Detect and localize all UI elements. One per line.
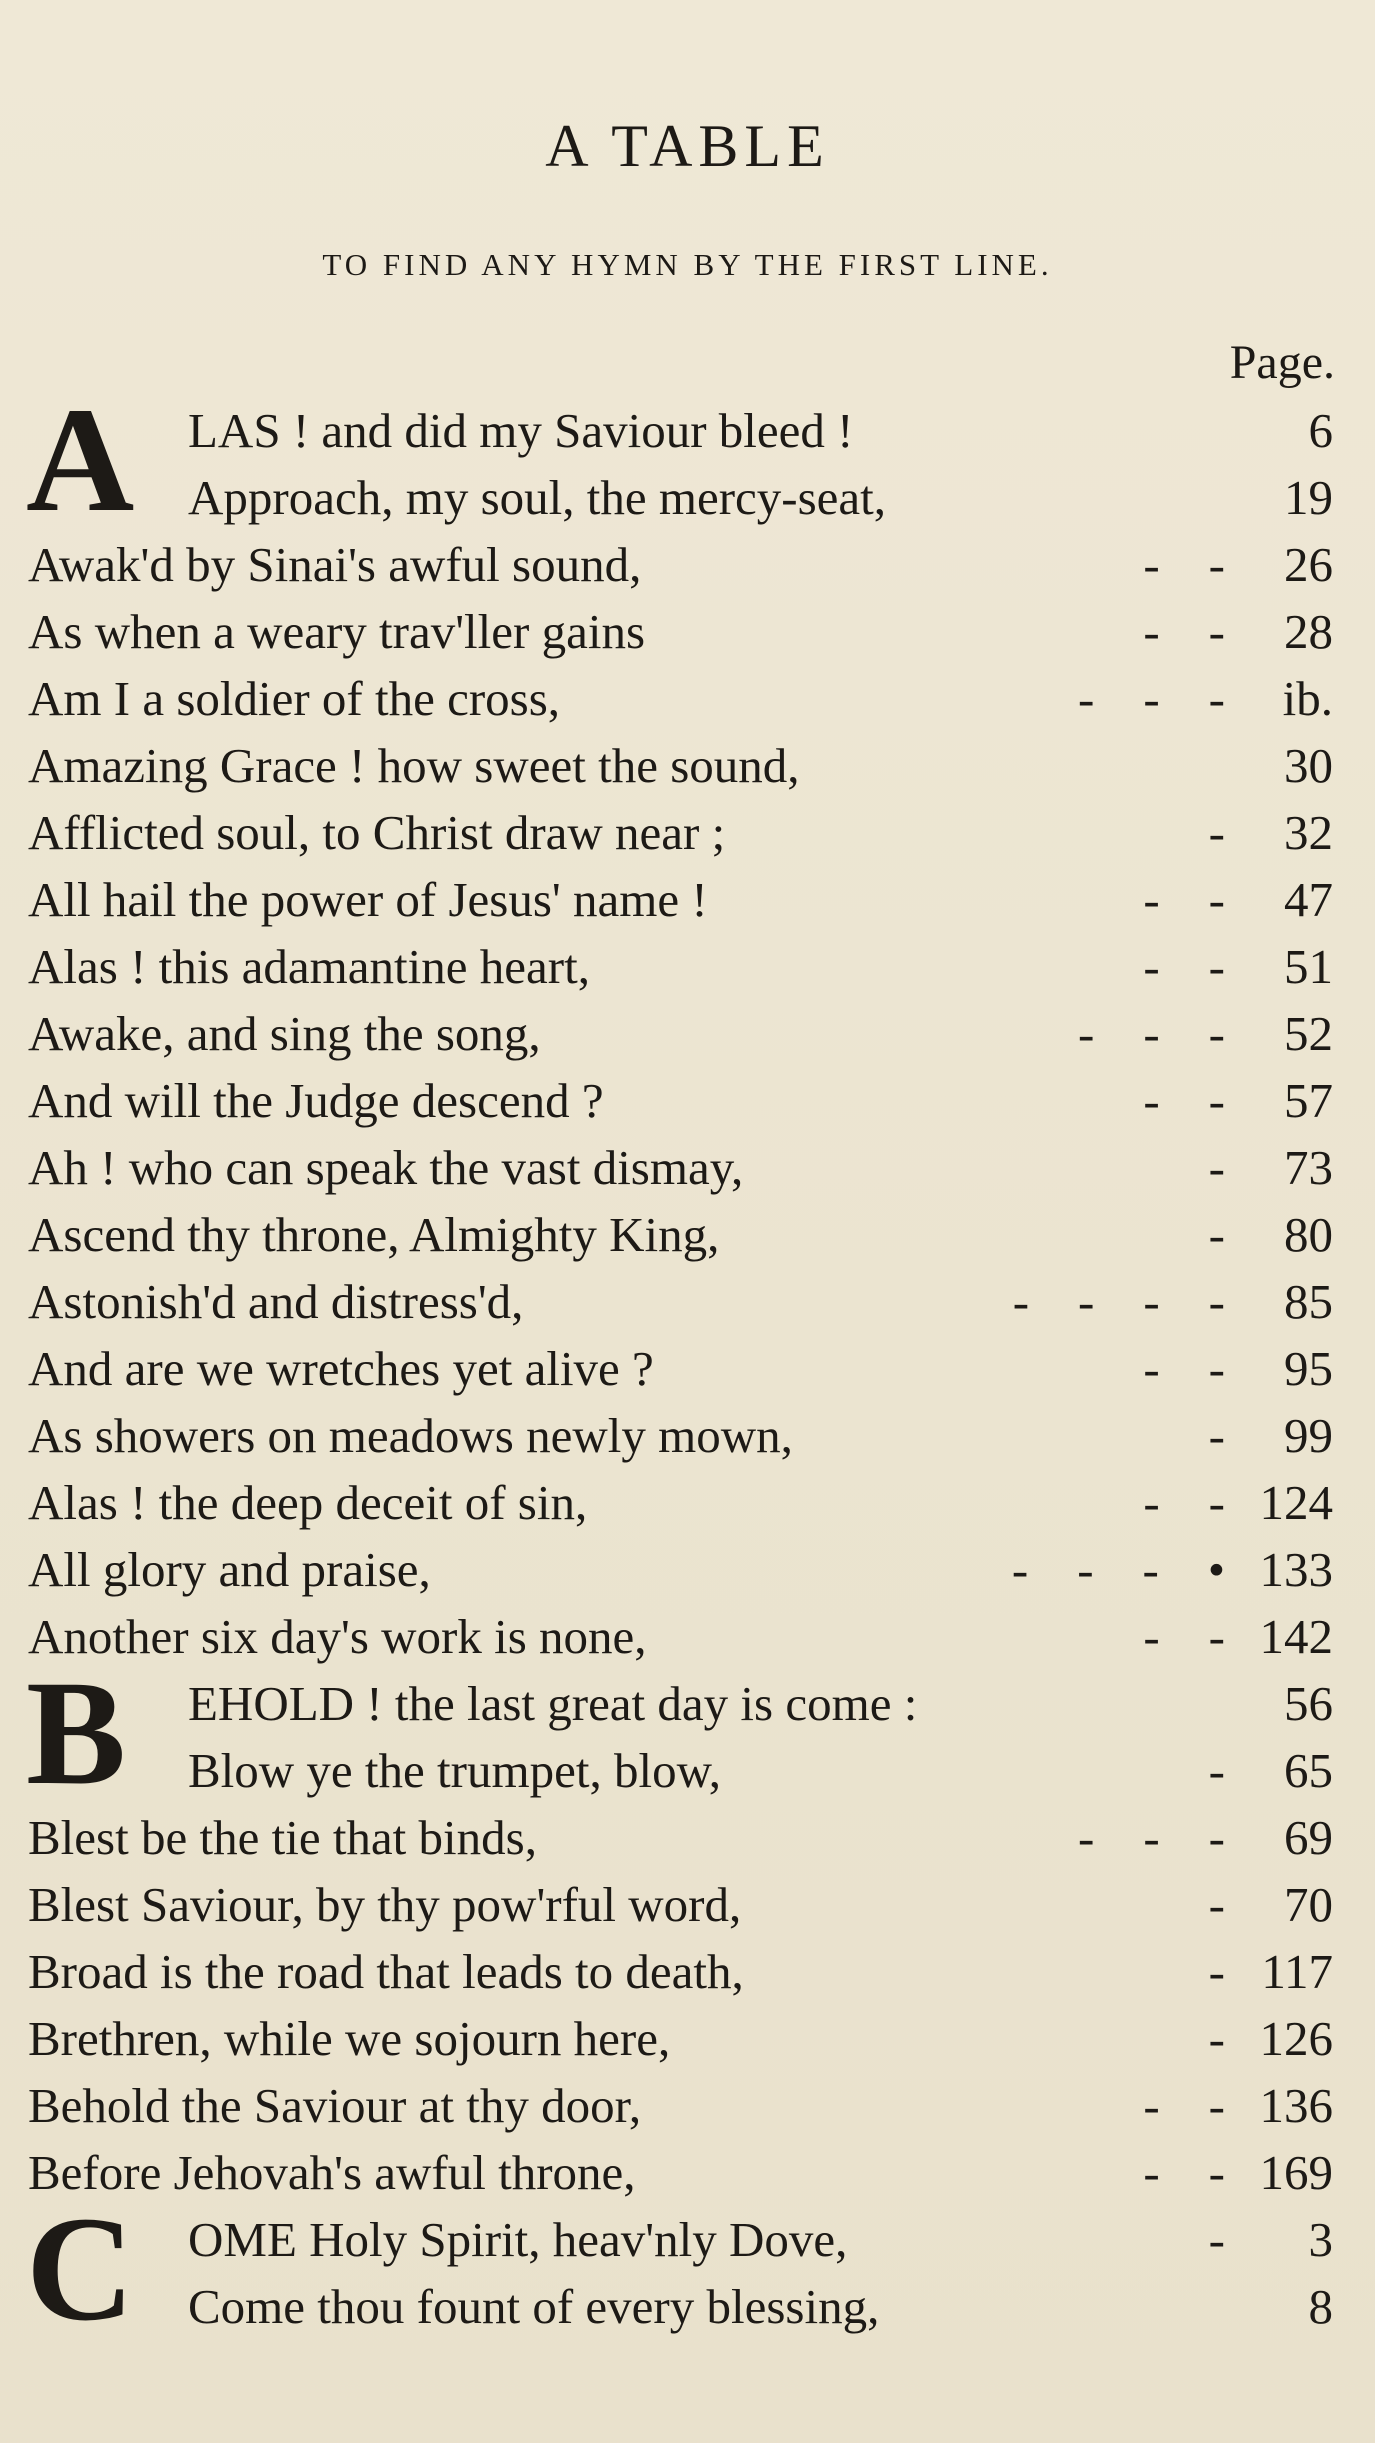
page-number: 56 <box>1284 1676 1333 1731</box>
page-number: 69 <box>1284 1810 1333 1865</box>
index-entry <box>0 2139 1375 2206</box>
hymn-first-line: Before Jehovah's awful throne, <box>28 2145 636 2200</box>
index-entry <box>0 866 1375 933</box>
leader-dashes: - <box>1208 1743 1225 1798</box>
index-entry <box>0 1000 1375 1067</box>
section-initial: C <box>26 2186 135 2352</box>
index-entry <box>0 1938 1375 2005</box>
page-number: 3 <box>1308 2212 1333 2267</box>
leader-dashes: - - <box>1143 1073 1225 1128</box>
leader-dashes: - - <box>1143 872 1225 927</box>
leader-dashes: - <box>1208 1207 1225 1262</box>
leader-dashes: - <box>1208 1877 1225 1932</box>
leader-dashes: - <box>1208 1140 1225 1195</box>
hymn-first-line: Another six day's work is none, <box>28 1609 647 1664</box>
page-number: 136 <box>1259 2078 1333 2133</box>
section-initial: A <box>26 377 135 543</box>
hymn-index-list <box>0 377 1375 2352</box>
leader-dashes: - - <box>1143 2145 1225 2200</box>
index-entry <box>0 1871 1375 1938</box>
index-entry <box>0 1469 1375 1536</box>
page-number: 142 <box>1259 1609 1333 1664</box>
hymn-first-line: Blest be the tie that binds, <box>28 1810 537 1865</box>
index-entry <box>0 1402 1375 1469</box>
hymn-first-line: Alas ! this adamantine heart, <box>28 939 590 994</box>
page-title: A TABLE <box>545 113 830 179</box>
index-entry <box>0 2005 1375 2072</box>
hymn-first-line: And will the Judge descend ? <box>28 1073 604 1128</box>
hymn-first-line: Alas ! the deep deceit of sin, <box>28 1475 588 1530</box>
index-entry <box>0 1201 1375 1268</box>
page-number: 30 <box>1284 738 1333 793</box>
leader-dashes: - - - <box>1078 1810 1225 1865</box>
hymn-first-line: Am I a soldier of the cross, <box>28 671 561 726</box>
index-entry <box>0 531 1375 598</box>
hymn-first-line: Come thou fount of every blessing, <box>188 2279 880 2334</box>
page-number: 99 <box>1284 1408 1333 1463</box>
index-entry <box>0 1603 1375 1670</box>
hymn-first-line: Behold the Saviour at thy door, <box>28 2078 642 2133</box>
index-entry <box>0 464 1375 531</box>
hymn-first-line: Astonish'd and distress'd, <box>28 1274 524 1329</box>
leader-dashes: - - <box>1143 2078 1225 2133</box>
index-entry <box>0 1335 1375 1402</box>
hymn-first-line: As when a weary trav'ller gains <box>28 604 646 659</box>
hymn-first-line: All glory and praise, <box>28 1542 431 1597</box>
page-number: 6 <box>1308 403 1333 458</box>
page-column-label: Page. <box>1229 336 1335 389</box>
hymn-first-line: Awake, and sing the song, <box>28 1006 541 1061</box>
page-number: 73 <box>1284 1140 1333 1195</box>
page-number: 80 <box>1284 1207 1333 1262</box>
leader-dashes: - - - <box>1078 671 1225 726</box>
hymn-first-line: All hail the power of Jesus' name ! <box>28 872 708 927</box>
leader-dashes: - - <box>1143 939 1225 994</box>
page-subtitle: TO FIND ANY HYMN BY THE FIRST LINE. <box>322 247 1053 282</box>
page-number: 169 <box>1259 2145 1333 2200</box>
hymn-first-line: LAS ! and did my Saviour bleed ! <box>188 403 854 458</box>
page-number: 124 <box>1259 1475 1333 1530</box>
hymn-first-line: Awak'd by Sinai's awful sound, <box>28 537 642 592</box>
page-number: 19 <box>1284 470 1333 525</box>
page-number: 28 <box>1284 604 1333 659</box>
leader-dashes: - - <box>1143 537 1225 592</box>
hymn-first-line: Blow ye the trumpet, blow, <box>188 1743 722 1798</box>
leader-dashes: - <box>1208 2011 1225 2066</box>
page-number: 65 <box>1284 1743 1333 1798</box>
leader-dashes: - <box>1208 2212 1225 2267</box>
hymn-first-line: Broad is the road that leads to death, <box>28 1944 744 1999</box>
page-number: ib. <box>1282 671 1333 726</box>
hymn-first-line: And are we wretches yet alive ? <box>28 1341 654 1396</box>
page-number: 95 <box>1284 1341 1333 1396</box>
hymn-first-line: OME Holy Spirit, heav'nly Dove, <box>188 2212 848 2267</box>
page-number: 133 <box>1259 1542 1333 1597</box>
hymn-first-line: Approach, my soul, the mercy-seat, <box>188 470 887 525</box>
index-entry <box>0 1134 1375 1201</box>
index-entry <box>0 1536 1375 1603</box>
hymn-first-line: Ah ! who can speak the vast dismay, <box>28 1140 744 1195</box>
index-entry <box>0 2273 1375 2340</box>
page-number: 32 <box>1284 805 1333 860</box>
leader-dashes: - - <box>1143 1341 1225 1396</box>
page-number: 52 <box>1284 1006 1333 1061</box>
hymn-first-line: As showers on meadows newly mown, <box>28 1408 793 1463</box>
leader-dashes: - - <box>1143 1475 1225 1530</box>
hymn-first-line: Blest Saviour, by thy pow'rful word, <box>28 1877 742 1932</box>
page-number: 126 <box>1259 2011 1333 2066</box>
hymn-first-line: Amazing Grace ! how sweet the sound, <box>28 738 800 793</box>
index-entry <box>0 1737 1375 1804</box>
page-number: 70 <box>1284 1877 1333 1932</box>
section-initial: B <box>26 1650 127 1816</box>
index-entry <box>0 598 1375 665</box>
index-entry <box>0 1067 1375 1134</box>
page-number: 51 <box>1284 939 1333 994</box>
page-number: 8 <box>1308 2279 1333 2334</box>
leader-dashes: - - - <box>1078 1006 1225 1061</box>
hymn-first-line: Brethren, while we sojourn here, <box>28 2011 671 2066</box>
hymn-first-line: Ascend thy throne, Almighty King, <box>28 1207 720 1262</box>
leader-dashes: - <box>1208 1408 1225 1463</box>
leader-dashes: - - <box>1143 604 1225 659</box>
index-entry <box>0 1268 1375 1335</box>
index-entry <box>0 732 1375 799</box>
leader-dashes: - - - • <box>1011 1542 1225 1597</box>
page-number: 26 <box>1284 537 1333 592</box>
hymn-first-line: Afflicted soul, to Christ draw near ; <box>28 805 726 860</box>
page-number: 57 <box>1284 1073 1333 1128</box>
page-number: 47 <box>1284 872 1333 927</box>
index-entry <box>0 2072 1375 2139</box>
index-entry <box>0 933 1375 1000</box>
leader-dashes: - <box>1208 805 1225 860</box>
hymn-first-line: EHOLD ! the last great day is come : <box>188 1676 918 1731</box>
page-number: 117 <box>1261 1944 1333 1999</box>
index-entry <box>0 665 1375 732</box>
leader-dashes: - <box>1208 1944 1225 1999</box>
index-entry <box>0 1804 1375 1871</box>
leader-dashes: - - - - <box>1012 1274 1225 1329</box>
index-entry <box>0 799 1375 866</box>
page-number: 85 <box>1284 1274 1333 1329</box>
leader-dashes: - - <box>1143 1609 1225 1664</box>
